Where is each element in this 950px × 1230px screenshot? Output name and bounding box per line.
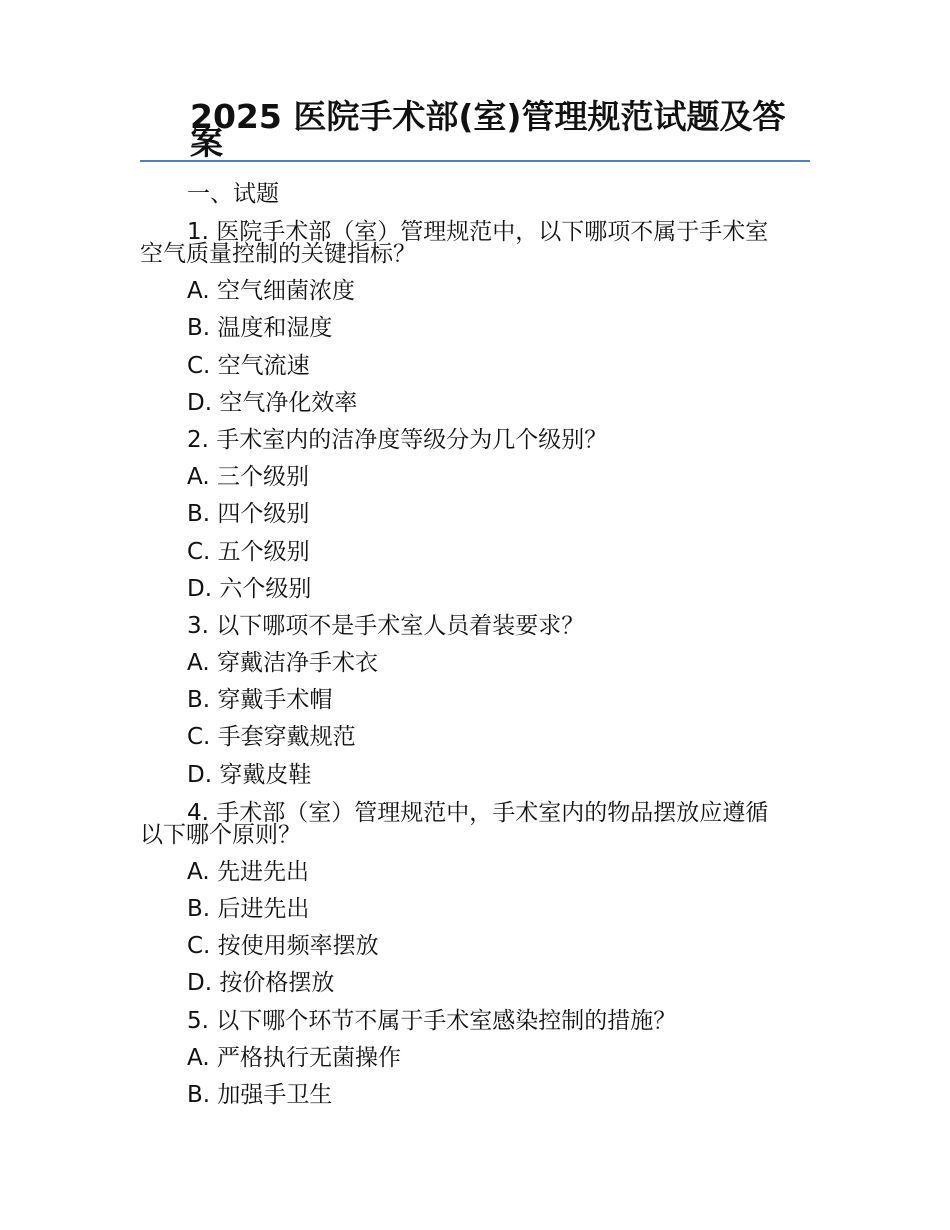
document-body	[140, 176, 820, 1114]
question-4-option-d: D. 按价格摆放	[187, 970, 335, 997]
question-2-option-d: D. 六个级别	[187, 575, 312, 602]
question-3-stem: 3. 以下哪项不是手术室人员着装要求？	[187, 612, 585, 639]
question-5-stem: 5. 以下哪个环节不属于手术室感染控制的措施？	[187, 1007, 677, 1034]
section-heading: 一、试题	[187, 181, 279, 207]
question-4-stem-line1: 4. 手术部（室）管理规范中，手术室内的物品摆放应遵循	[187, 799, 769, 826]
question-4-option-b: B. 后进先出	[187, 896, 310, 922]
question-3-option-d: D. 穿戴皮鞋	[187, 761, 312, 788]
question-2-option-c: C. 五个级别	[187, 538, 310, 565]
question-4-stem-line2: 以下哪个原则？	[140, 821, 301, 848]
question-1-option-d: D. 空气净化效率	[187, 389, 358, 416]
question-3-option-c: C. 手套穿戴规范	[187, 724, 356, 751]
question-5-option-a: A. 严格执行无菌操作	[187, 1044, 401, 1071]
question-5-option-b: B. 加强手卫生	[187, 1081, 333, 1108]
title-underline	[140, 160, 810, 162]
question-3-option-a: A. 穿戴洁净手术衣	[187, 650, 378, 677]
question-2-option-b: B. 四个级别	[187, 501, 310, 528]
question-1-stem-line2: 空气质量控制的关键指标？	[140, 241, 416, 268]
question-4-option-a: A. 先进先出	[187, 858, 309, 885]
question-1-option-c: C. 空气流速	[187, 352, 310, 379]
question-1-stem-line1: 1. 医院手术部（室）管理规范中，以下哪项不属于手术室	[187, 219, 769, 246]
question-4-stem	[140, 794, 820, 854]
question-3-option-b: B. 穿戴手术帽	[187, 687, 333, 714]
document-title: 2025 医院手术部(室)管理规范试题及答案	[190, 97, 786, 162]
question-2-stem: 2. 手术室内的洁净度等级分为几个级别？	[187, 426, 608, 453]
question-4-option-c: C. 按使用频率摆放	[187, 933, 379, 960]
question-2-option-a: A. 三个级别	[187, 464, 309, 491]
question-1-option-b: B. 温度和湿度	[187, 315, 333, 342]
question-1-option-a: A. 空气细菌浓度	[187, 278, 355, 305]
question-1-stem	[140, 213, 820, 273]
